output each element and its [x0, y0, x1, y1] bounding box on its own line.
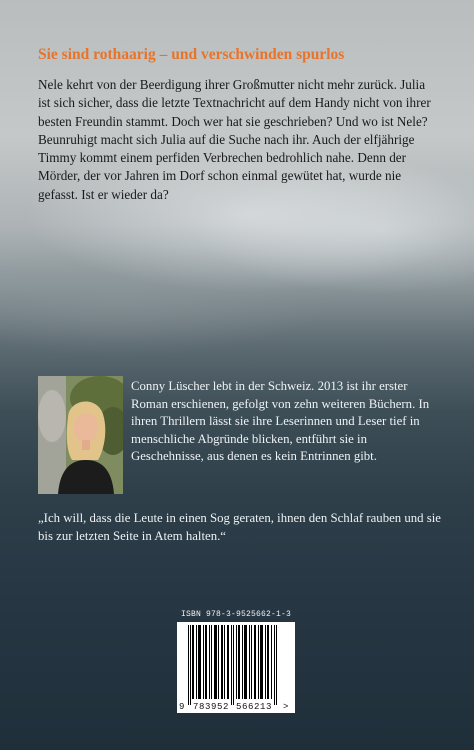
blurb-text: Nele kehrt von der Beerdigung ihrer Großmutter nicht mehr zurück. Julia ist sich sicher, dass die letzte Textnachricht auf dem Handy nicht von ihrer besten Freundin stammt. Doch wer hat sie geschrieben? Und wo ist Nele? Beunruhigt macht sich Julia auf die Suche nach ihr. Auch der elfjährige Timmy kommt einem perfiden Verbrechen bedrohlich nahe. Denn der Mörder, der vor Jahren im Dorf schon einmal gewütet hat, wurde nie gefasst. Ist er wieder da? [38, 77, 431, 202]
barcode-bars [177, 622, 295, 713]
headline: Sie sind rothaarig – und verschwinden spurlos [38, 46, 345, 63]
ean-first-digit: 9 [179, 702, 185, 712]
ean-quiet-mark: > [283, 702, 289, 712]
barcode-block [177, 608, 295, 713]
ean-right-group: 566213 [236, 702, 273, 712]
author-quote: „Ich will, dass die Leute in einen Sog geraten, ihnen den Schlaf rauben und sie bis zur letzten Seite in Atem halten.“ [38, 511, 441, 543]
isbn-text: ISBN 978-3-9525662-1-3 [180, 610, 292, 619]
author-photo [38, 376, 123, 494]
author-bio: Conny Lüscher lebt in der Schweiz. 2013 ist ihr erster Roman erschienen, gefolgt von zehn weiteren Büchern. In ihren Thrillern lässt sie ihre Leserinnen und Leser tief in menschliche Abgründe blicken, entführt sie in Geschehnisse, aus denen es kein Entrinnen gibt. [131, 379, 430, 463]
author-portrait-image [38, 376, 123, 494]
ean-left-group: 783952 [193, 702, 230, 712]
